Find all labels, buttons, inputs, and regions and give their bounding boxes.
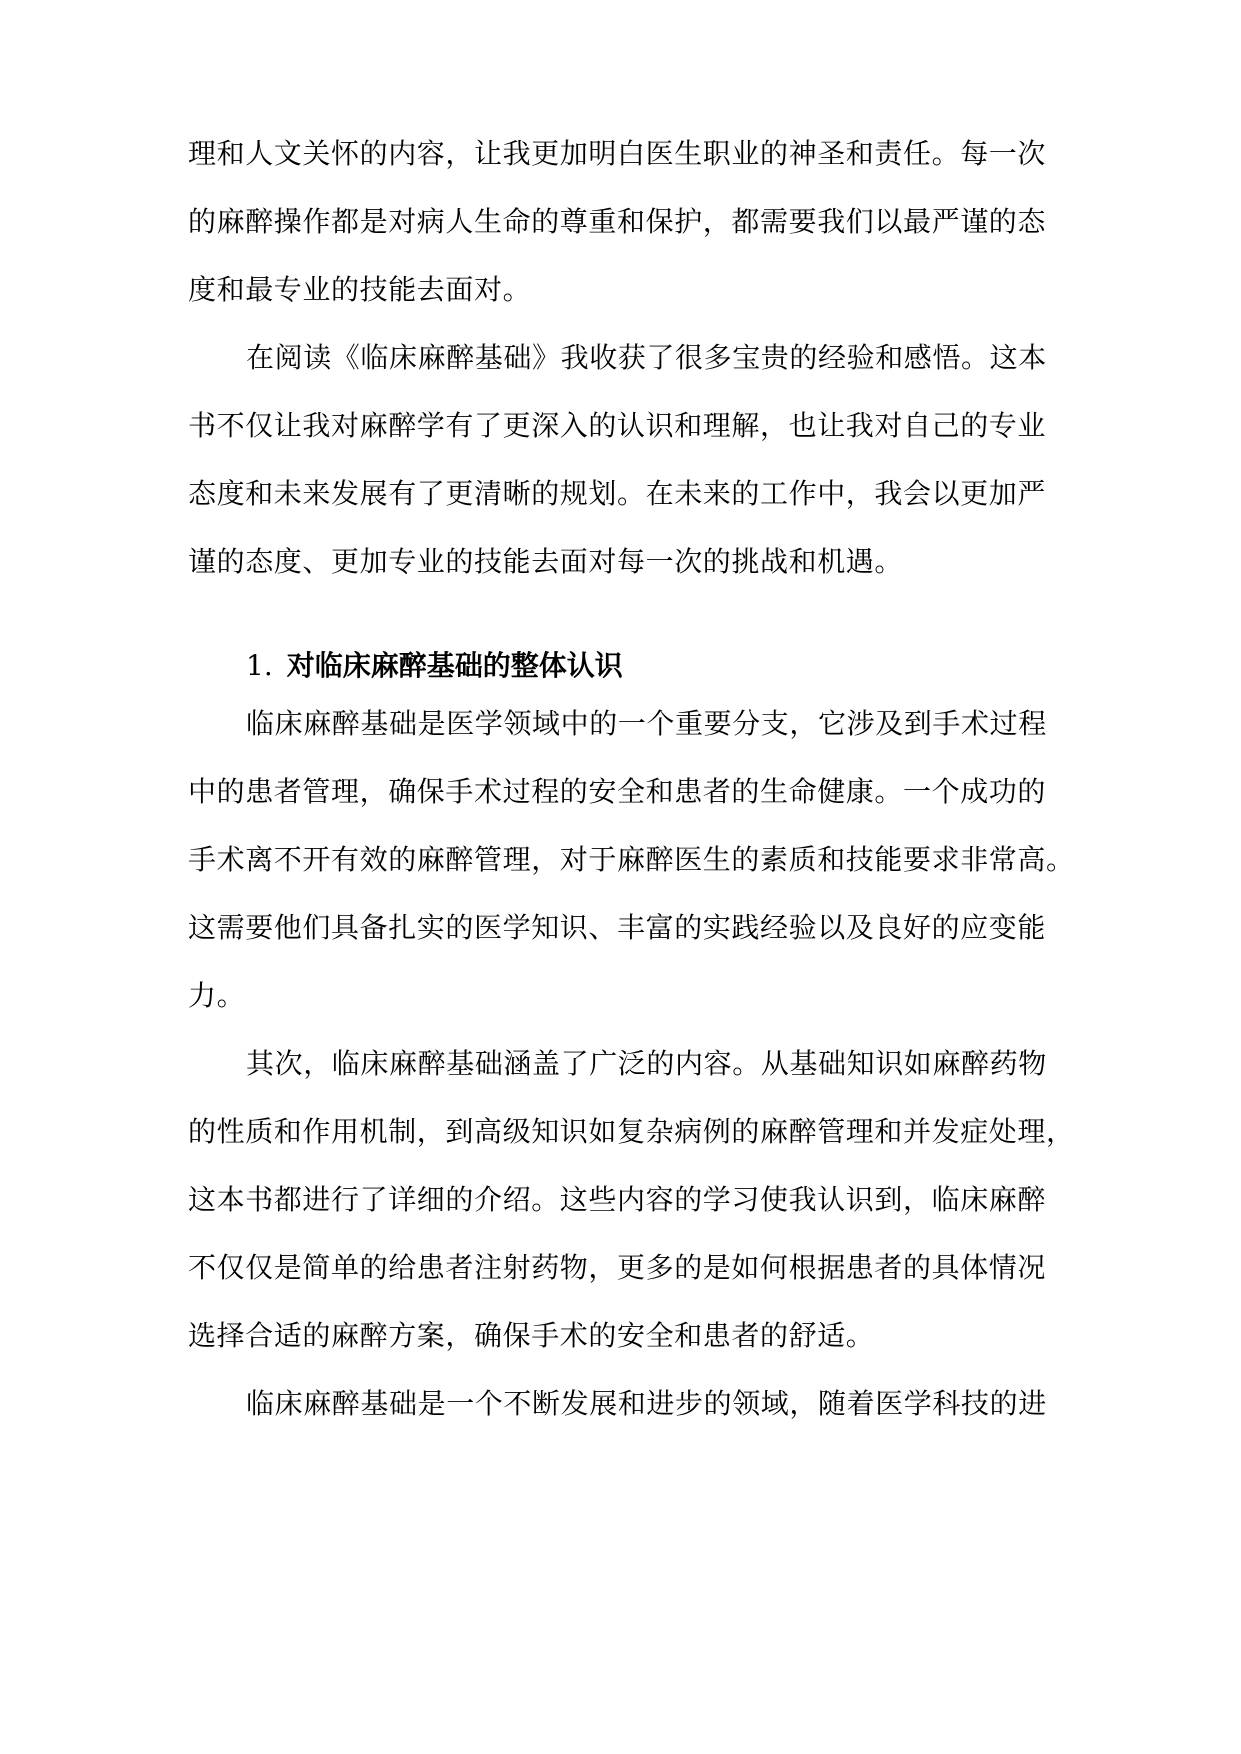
para1-line-3: 度和最专业的技能去面对。 (188, 273, 532, 306)
para2-line-2: 书不仅让我对麻醉学有了更深入的认识和理解，也让我对自己的专业 (188, 409, 1047, 442)
section-number: 1. (246, 649, 273, 682)
para2-line-3: 态度和未来发展有了更清晰的规划。在未来的工作中，我会以更加严 (188, 477, 1047, 510)
para3-line-1: 临床麻醉基础是医学领域中的一个重要分支，它涉及到手术过程 (246, 707, 1047, 740)
para4-line-1: 其次，临床麻醉基础涵盖了广泛的内容。从基础知识如麻醉药物 (246, 1047, 1047, 1080)
para1-line-1: 理和人文关怀的内容，让我更加明白医生职业的神圣和责任。每一次 (188, 137, 1047, 170)
section-title: 对临床麻醉基础的整体认识 (286, 649, 623, 682)
para3-line-3: 手术离不开有效的麻醉管理，对于麻醉医生的素质和技能要求非常高。 (188, 843, 1075, 876)
para1-line-2: 的麻醉操作都是对病人生命的尊重和保护，都需要我们以最严谨的态 (188, 205, 1047, 238)
para3-line-5: 力。 (188, 979, 246, 1012)
para4-line-4: 不仅仅是简单的给患者注射药物，更多的是如何根据患者的具体情况 (188, 1251, 1047, 1284)
para3-line-2: 中的患者管理，确保手术过程的安全和患者的生命健康。一个成功的 (188, 775, 1047, 808)
para4-line-2: 的性质和作用机制，到高级知识如复杂病例的麻醉管理和并发症处理， (188, 1115, 1075, 1148)
para5-line-1: 临床麻醉基础是一个不断发展和进步的领域，随着医学科技的进 (246, 1387, 1047, 1420)
para4-line-3: 这本书都进行了详细的介绍。这些内容的学习使我认识到，临床麻醉 (188, 1183, 1047, 1216)
section-heading (246, 646, 623, 686)
para3-line-4: 这需要他们具备扎实的医学知识、丰富的实践经验以及良好的应变能 (188, 911, 1047, 944)
para2-line-4: 谨的态度、更加专业的技能去面对每一次的挑战和机遇。 (188, 545, 904, 578)
para2-line-1: 在阅读《临床麻醉基础》我收获了很多宝贵的经验和感悟。这本 (246, 341, 1047, 374)
para4-line-5: 选择合适的麻醉方案，确保手术的安全和患者的舒适。 (188, 1319, 875, 1352)
